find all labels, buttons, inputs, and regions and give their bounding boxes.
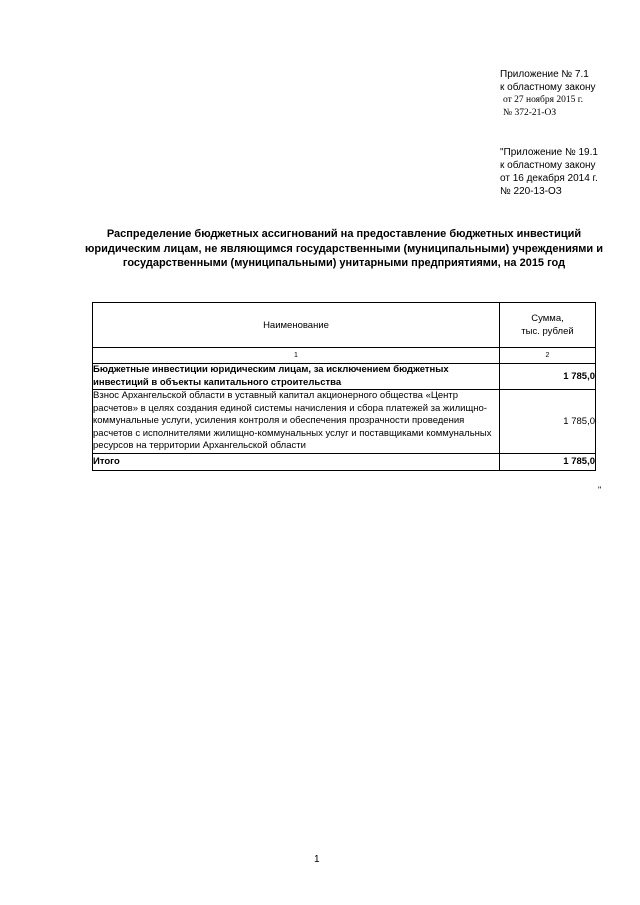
- column-number-row: [93, 348, 596, 364]
- document-title: Распределение бюджетных ассигнований на предоставление бюджетных инвестиций юридическим лицам, не являющимся государственными (муниципальными) учреждениями и государственными (муниципальными) унитарными предприятиями, на 2015 год: [84, 228, 604, 269]
- appendix-current-date: от 27 ноября 2015 г.: [503, 95, 583, 105]
- table-header-row: [93, 303, 596, 348]
- column-number-2: 2: [500, 348, 596, 364]
- appendix-previous-line1: "Приложение № 19.1: [500, 147, 598, 158]
- header-name: Наименование: [93, 303, 500, 348]
- appendix-current-line1: Приложение № 7.1: [500, 69, 589, 80]
- budget-table: [92, 302, 596, 471]
- appendix-previous: [500, 146, 598, 198]
- total-value: 1 785,0: [500, 453, 596, 470]
- column-number-1: 1: [93, 348, 500, 364]
- page-number: 1: [314, 854, 320, 865]
- header-sum-line1: Сумма,: [531, 313, 564, 324]
- header-sum: [500, 303, 596, 348]
- row-name: Взнос Архангельской области в уставный капитал акционерного общества «Центр расчетов» в целях создания единой системы начисления и сбора платежей за жилищно-коммунальные услуги, усиления контроля и обеспечения прозрачности проведения расчетов с исполнителями жилищно-коммунальных услуг и поставщиками коммунальных ресурсов на территории Архангельской области: [93, 390, 500, 454]
- table-row: [93, 364, 596, 390]
- appendix-current-line2: к областному закону: [500, 82, 596, 93]
- appendix-current: [500, 68, 596, 120]
- appendix-previous-date: от 16 декабря 2014 г.: [500, 173, 598, 184]
- appendix-previous-line2: к областному закону: [500, 160, 596, 171]
- closing-quote: ": [598, 485, 602, 495]
- appendix-previous-number: № 220-13-ОЗ: [500, 186, 562, 197]
- table-row: [93, 390, 596, 454]
- row-name: Бюджетные инвестиции юридическим лицам, за исключением бюджетных инвестиций в объекты капитального строительства: [93, 364, 500, 390]
- row-value: 1 785,0: [500, 364, 596, 390]
- total-row: [93, 453, 596, 470]
- appendix-current-number: № 372-21-ОЗ: [503, 108, 557, 118]
- header-sum-line2: тыс. рублей: [521, 326, 574, 337]
- total-label: Итого: [93, 453, 500, 470]
- row-value: 1 785,0: [500, 390, 596, 454]
